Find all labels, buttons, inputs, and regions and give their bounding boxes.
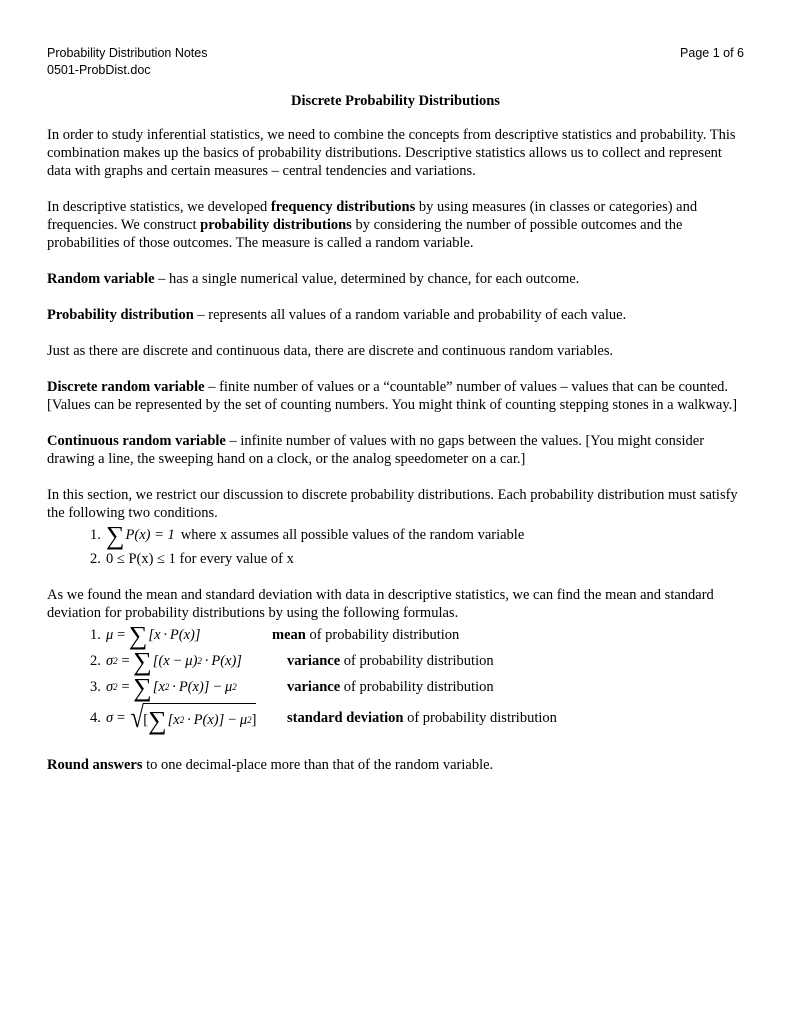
- variance-equation-2: σ 2 = ∑ [x 2 · P(x)] − μ 2: [106, 673, 237, 702]
- document-title: Discrete Probability Distributions: [291, 93, 500, 109]
- condition-1: 1. ∑ P(x) = 1 where x assumes all possible values of the random variable: [90, 521, 525, 550]
- formula-mean: 1. μ = ∑ [x · P(x)] mean of probability distribution: [90, 621, 460, 650]
- page-number: Page 1 of 6: [680, 46, 744, 60]
- definition-random-variable: Random variable – has a single numerical value, determined by chance, for each outcome.: [47, 271, 580, 287]
- formula-variance-1: 2. σ 2 = ∑ [(x − μ) 2 · P(x)] variance of probability distribution: [90, 647, 494, 676]
- summation-symbol: ∑: [106, 521, 125, 550]
- term-probability-distributions: probability distributions: [200, 217, 352, 233]
- paragraph-discrete-continuous: Just as there are discrete and continuous data, there are discrete and continuous random variables.: [47, 343, 614, 359]
- std-dev-equation: σ = √ [ ∑ [x 2 · P(x)] − μ 2 ]: [106, 701, 257, 735]
- header-filename: 0501-ProbDist.doc: [47, 63, 151, 77]
- variance-equation-1: σ 2 = ∑ [(x − μ) 2 · P(x)]: [106, 647, 242, 676]
- conditions-intro: In this section, we restrict our discussion to discrete probability distributions. Each probability distribution must satisfy the following two conditions.: [47, 487, 738, 521]
- definition-probability-distribution: Probability distribution – represents all values of a random variable and probability of each value.: [47, 307, 627, 323]
- square-root-symbol: √: [130, 701, 144, 734]
- paragraph-frequency: In descriptive statistics, we developed frequency distributions by using measures (in classes or categories) and frequencies. We construct probability distributions by considering the number of possible outcomes and the probabilities of those outcomes. The measure is called a random variable.: [47, 199, 698, 251]
- term-frequency-distributions: frequency distributions: [270, 199, 416, 215]
- formula-std-dev: 4. σ = √ [ ∑ [x 2 · P(x)] − μ 2 ] standard deviation of probability distribution: [90, 701, 557, 735]
- definition-continuous-rv: Continuous random variable – infinite number of values with no gaps between the values. [You might consider drawing a line, the sweeping hand on a clock, or the analog speedometer on a car.]: [47, 433, 705, 467]
- formulas-intro: As we found the mean and standard deviation with data in descriptive statistics, we can find the mean and standard deviation for probability distributions by using the following formulas.: [47, 587, 714, 621]
- document-body: [47, 92, 744, 792]
- definition-discrete-rv: Discrete random variable – finite number of values or a “countable” number of values – values that can be counted. [Values can be represented by the set of counting numbers. You might think of counting stepping stones in a walkway.]: [47, 379, 738, 413]
- formulas-list: [47, 622, 744, 736]
- page-header-left: [47, 45, 208, 79]
- formula-variance-2: 3. σ 2 = ∑ [x 2 · P(x)] − μ 2 variance of probability distribution: [90, 673, 494, 702]
- header-title: Probability Distribution Notes: [47, 46, 208, 60]
- intro-paragraph: In order to study inferential statistics, we need to combine the concepts from descriptive statistics and probability. This combination makes up the basics of probability distributions. Descriptive statistics allows us to collect and represent data with graphs and certain measures – central tendencies and variations.: [47, 127, 736, 179]
- condition-2: 2. 0 ≤ P(x) ≤ 1 for every value of x: [90, 551, 294, 567]
- sum-probability-formula: ∑ P(x) = 1: [106, 521, 175, 550]
- mean-equation: μ = ∑ [x · P(x)]: [106, 621, 201, 650]
- conditions-list: [47, 522, 744, 570]
- rounding-rule: Round answers to one decimal-place more than that of the random variable.: [47, 757, 494, 773]
